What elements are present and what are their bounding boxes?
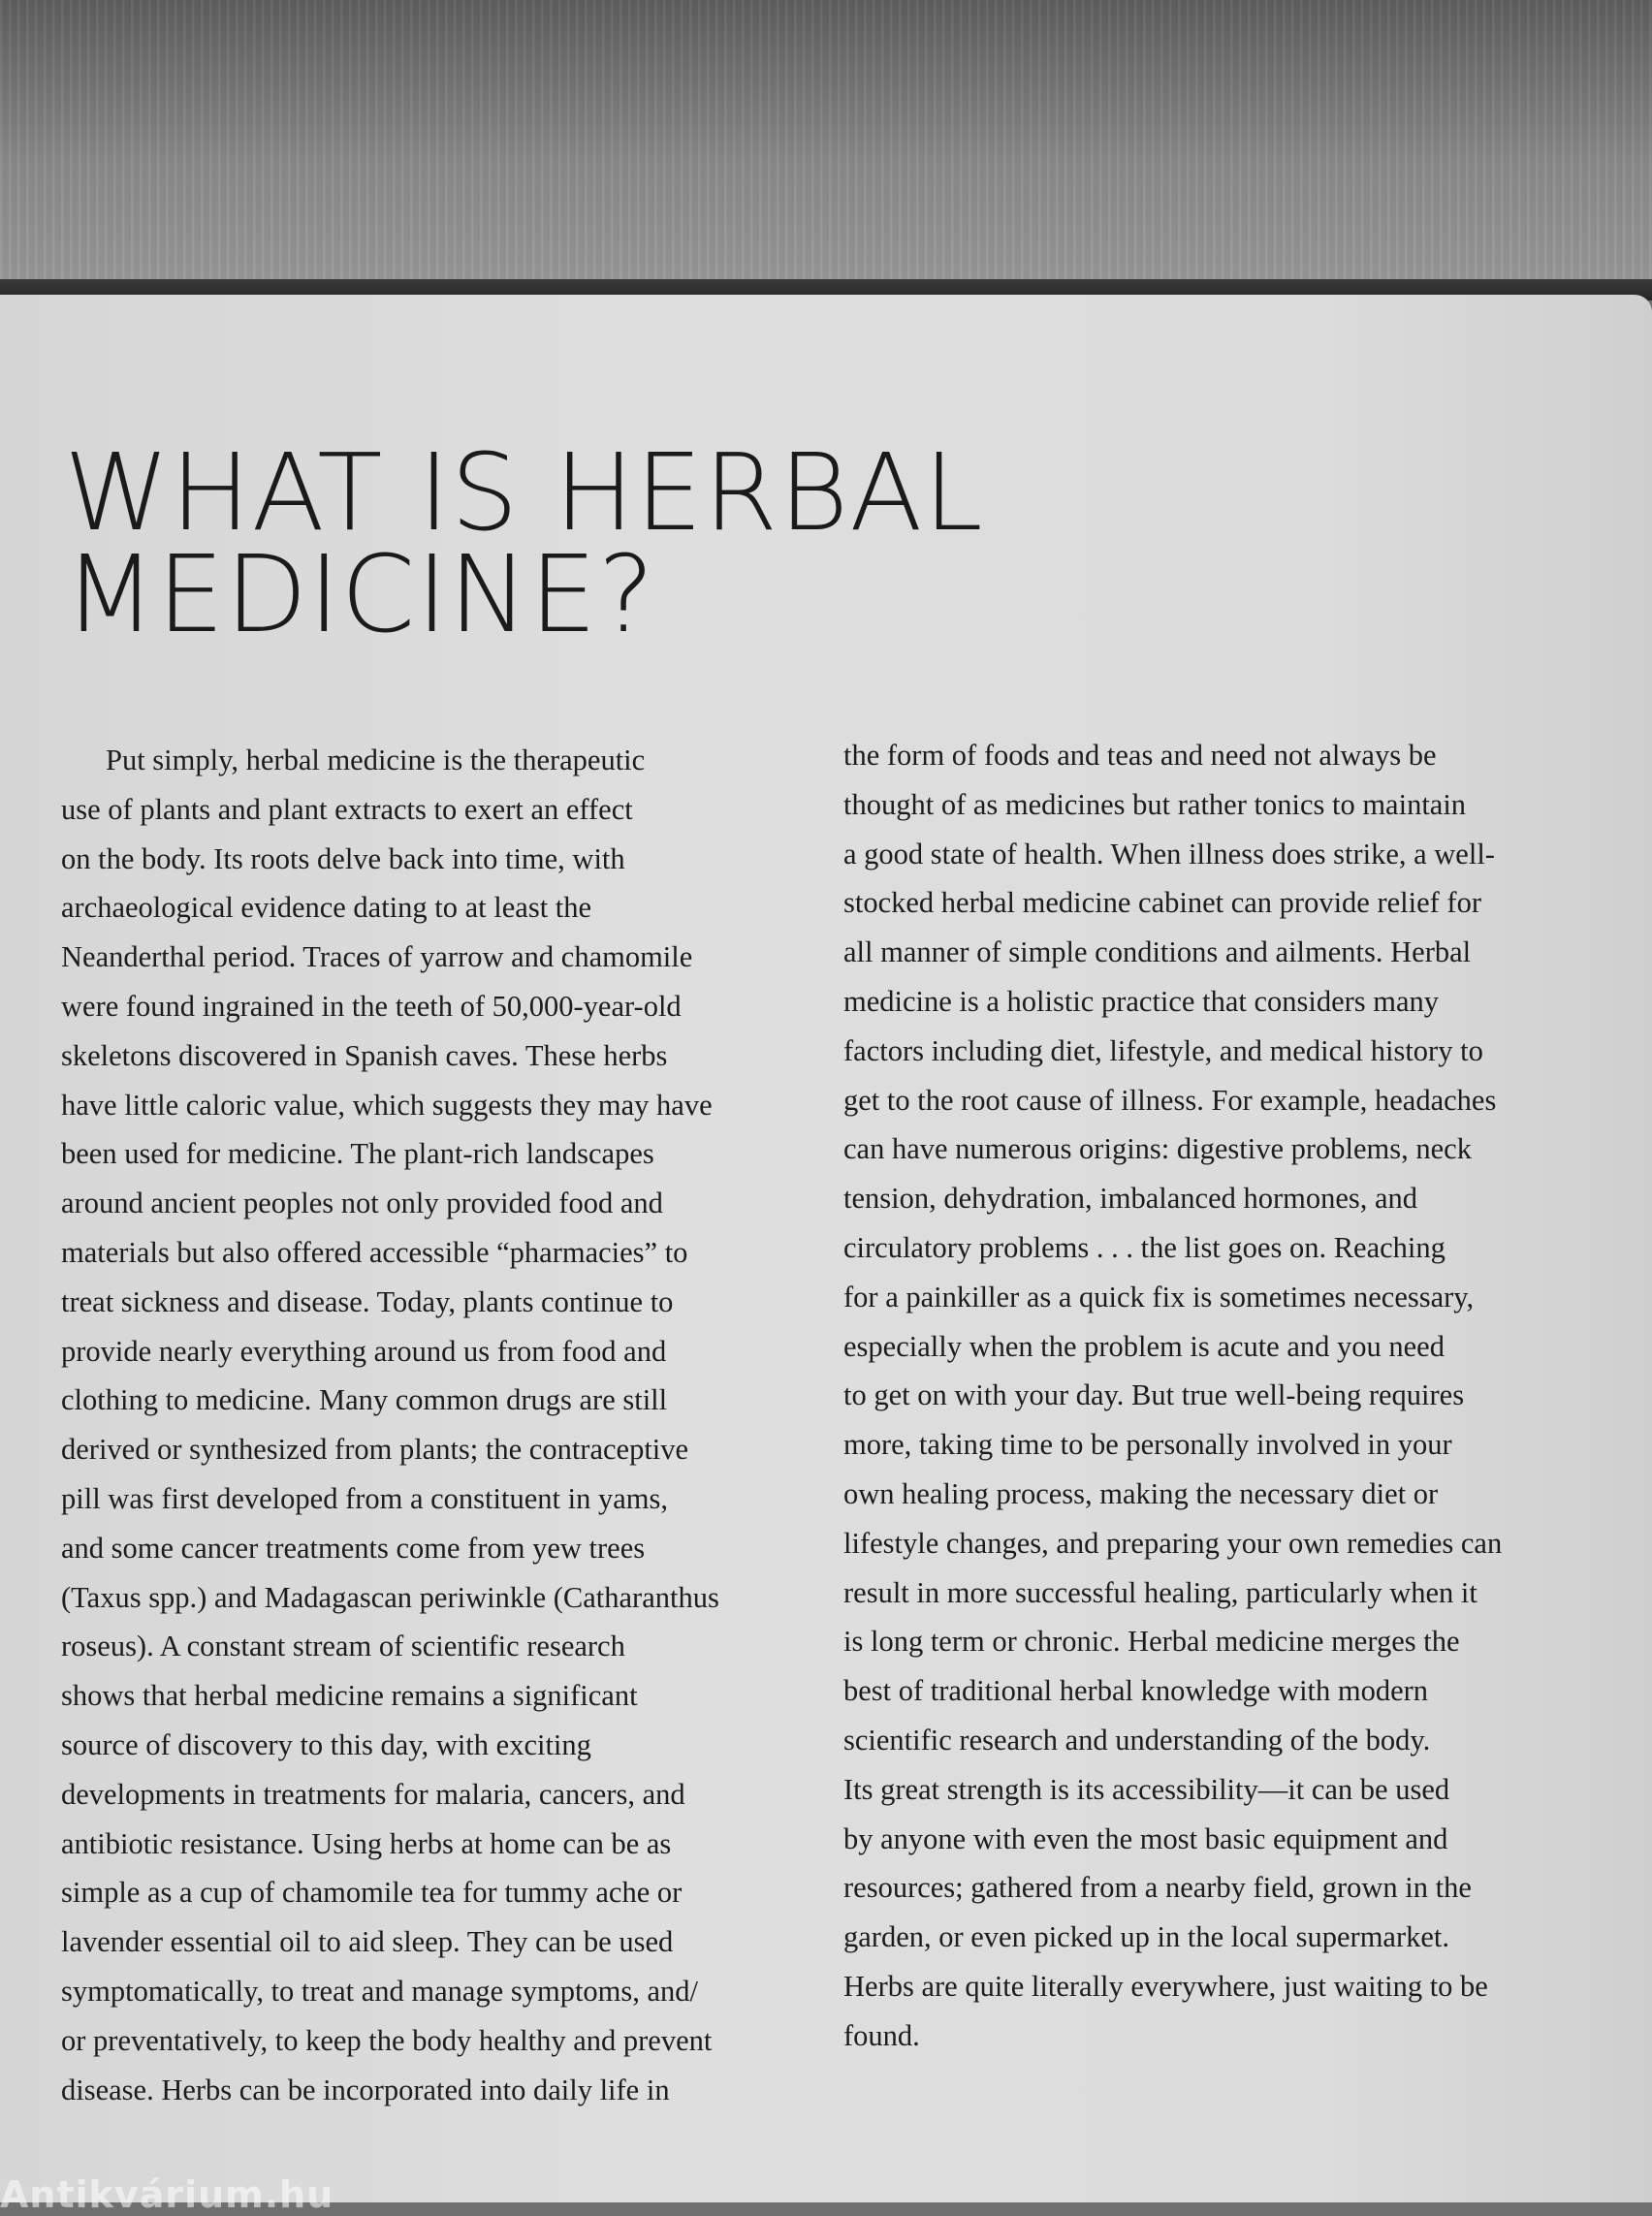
text-line: factors including diet, lifestyle, and medical history to: [843, 1033, 1483, 1067]
text-line: found.: [843, 2018, 920, 2052]
text-line: to get on with your day. But true well-being requires: [843, 1378, 1465, 1412]
text-line: skeletons discovered in Spanish caves. These herbs: [61, 1038, 668, 1072]
text-line: provide nearly everything around us from food and: [61, 1334, 667, 1368]
text-line: source of discovery to this day, with exciting: [61, 1727, 591, 1761]
text-line: Neanderthal period. Traces of yarrow and chamomile: [61, 940, 693, 974]
text-line: derived or synthesized from plants; the contraceptive: [61, 1433, 689, 1467]
text-line: own healing process, making the necessary diet or: [843, 1476, 1439, 1510]
text-line: or preventatively, to keep the body healthy and prevent: [61, 2023, 713, 2057]
text-line: scientific research and understanding of the body.: [843, 1723, 1431, 1757]
text-line: for a painkiller as a quick fix is sometimes necessary,: [843, 1280, 1475, 1314]
text-line: circulatory problems . . . the list goes on. Reaching: [843, 1230, 1446, 1264]
text-line: and some cancer treatments come from yew trees: [61, 1531, 646, 1565]
text-line: use of plants and plant extracts to exert an effect: [61, 792, 633, 826]
text-line: best of traditional herbal knowledge with modern: [843, 1674, 1429, 1708]
text-line: all manner of simple conditions and ailments. Herbal: [843, 935, 1472, 969]
text-line: disease. Herbs can be incorporated into daily life in: [61, 2073, 670, 2106]
text-line: stocked herbal medicine cabinet can provide relief for: [843, 886, 1481, 920]
title-line-1: WHAT IS HERBAL: [64, 430, 984, 554]
text-line: roseus). A constant stream of scientific research: [61, 1630, 625, 1663]
text-line: resources; gathered from a nearby field, grown in the: [843, 1871, 1472, 1905]
left-text-column: [61, 736, 817, 2114]
text-line: the form of foods and teas and need not always be: [843, 739, 1437, 772]
text-line: thought of as medicines but rather tonics to maintain: [843, 787, 1467, 821]
text-line: lavender essential oil to aid sleep. They can be used: [61, 1925, 674, 1959]
text-line: were found ingrained in the teeth of 50,000-year-old: [61, 989, 682, 1023]
table-background: [0, 0, 1652, 291]
text-line: clothing to medicine. Many common drugs are still: [61, 1383, 668, 1417]
text-line: (Taxus spp.) and Madagascan periwinkle (Catharanthus: [61, 1580, 719, 1614]
text-line: garden, or even picked up in the local supermarket.: [843, 1920, 1450, 1954]
book-page: [0, 295, 1652, 2202]
text-line: a good state of health. When illness does strike, a well-: [843, 837, 1495, 871]
text-line: around ancient peoples not only provided food and: [61, 1187, 663, 1220]
text-line: Its great strength is its accessibility—it can be used: [843, 1772, 1450, 1806]
right-text-column: [843, 731, 1619, 2061]
text-line: Put simply, herbal medicine is the therapeutic: [106, 744, 646, 776]
page-title: [64, 430, 1130, 656]
text-line: have little caloric value, which suggests they may have: [61, 1088, 713, 1122]
text-line: get to the root cause of illness. For example, headaches: [843, 1083, 1497, 1117]
text-line: Herbs are quite literally everywhere, just waiting to be: [843, 1969, 1488, 2003]
text-line: treat sickness and disease. Today, plants continue to: [61, 1284, 674, 1318]
text-line: symptomatically, to treat and manage symptoms, and/: [61, 1974, 699, 2008]
text-line: by anyone with even the most basic equipment and: [843, 1821, 1448, 1855]
text-line: tension, dehydration, imbalanced hormones, and: [843, 1182, 1418, 1216]
text-line: pill was first developed from a constituent in yams,: [61, 1481, 668, 1515]
text-line: can have numerous origins: digestive problems, neck: [843, 1132, 1472, 1166]
text-line: medicine is a holistic practice that considers many: [843, 984, 1440, 1018]
text-line: simple as a cup of chamomile tea for tummy ache or: [61, 1876, 683, 1910]
text-line: developments in treatments for malaria, cancers, and: [61, 1777, 685, 1811]
watermark: Antikvárium.hu: [0, 2173, 334, 2216]
text-line: lifestyle changes, and preparing your own remedies can: [843, 1526, 1503, 1560]
text-line: more, taking time to be personally involved in your: [843, 1428, 1452, 1462]
text-line: archaeological evidence dating to at least the: [61, 891, 592, 925]
text-line: is long term or chronic. Herbal medicine merges the: [843, 1625, 1460, 1659]
title-line-2: MEDICINE?: [64, 532, 655, 656]
text-line: been used for medicine. The plant-rich landscapes: [61, 1137, 654, 1171]
text-line: materials but also offered accessible “pharmacies” to: [61, 1235, 688, 1269]
text-line: result in more successful healing, particularly when it: [843, 1575, 1477, 1609]
text-line: shows that herbal medicine remains a significant: [61, 1679, 638, 1713]
text-line: especially when the problem is acute and you need: [843, 1329, 1445, 1363]
text-line: on the body. Its roots delve back into time, with: [61, 841, 625, 875]
text-line: antibiotic resistance. Using herbs at home can be as: [61, 1826, 672, 1860]
